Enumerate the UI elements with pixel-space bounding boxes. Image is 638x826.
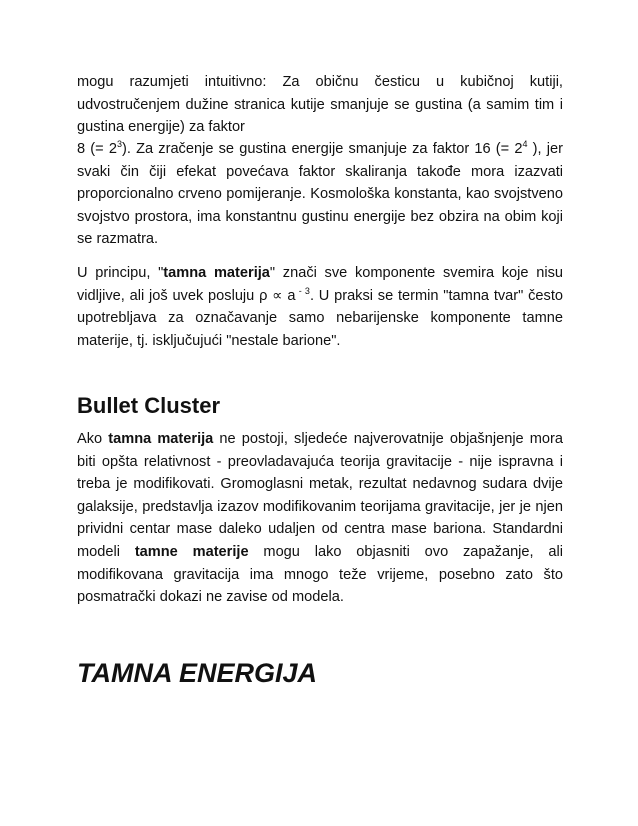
paragraph-text: mogu razumjeti intuitivno: Za običnu česticu u kubičnoj kutiji, udvostručenjem dužine stranica kutije smanjuje se gustina (a samim tim i gustina energije) za faktor xyxy=(77,74,563,136)
paragraph-text: " znači sve komponente svemira koje nisu vidljive, ali još uvek posluju ρ ∝ a xyxy=(77,265,563,304)
superscript: 3 xyxy=(116,139,122,150)
paragraph-intro xyxy=(77,71,563,139)
paragraph-text: . U praksi se termin "tamna tvar" često upotrebljava za označavanje samo nebarijenske komponente tamne materije, tj. isključujući "nestale barione". xyxy=(77,287,563,349)
bold-term: tamna materija xyxy=(163,265,270,281)
bold-term: tamne materije xyxy=(134,543,249,560)
paragraph-text: U principu, " xyxy=(77,265,164,281)
section-heading-dark-energy: TAMNA ENERGIJA xyxy=(77,658,318,688)
paragraph-dark-matter xyxy=(77,262,563,352)
paragraph-text: ). Za zračenje se gustina energije smanjuje za faktor 16 (= 2 xyxy=(121,141,523,157)
paragraph-text: 8 (= 2 xyxy=(77,141,117,157)
bold-term: tamna materija xyxy=(108,431,214,447)
paragraph-bullet-cluster xyxy=(77,428,563,609)
superscript: - 3 xyxy=(295,285,310,296)
paragraph-text: ne postoji, sljedeće najverovatnije objašnjenje mora biti opšta relativnost - preovladavajuća teorija gravitacije - nije ispravna i treba je modifikovati. Gromoglasni metak, rezultat nedavnog sudara dvije galaksije, predstavlja izazov modifikovanim teorijama gravitacije, jer je njen prividni centar mase daleko udaljen od centra mase bariona. Standardni modeli xyxy=(77,431,564,560)
paragraph-energy-density xyxy=(77,138,563,251)
paragraph-text: mogu lako objasniti ovo zapažanje, ali modifikovana gravitacija ima mnogo teže vrijeme, posebno zato što posmatrački dokazi ne zavise od modela. xyxy=(77,543,564,606)
paragraph-text: Ako xyxy=(77,431,109,447)
paragraph-text: ), jer svaki čin čiji efekat povećava faktor skaliranja takođe mora izazvati proporcionalno crveno pomijeranje. Kosmološka konstanta, kao svojstveno svojstvo prostora, ima konstantnu gustinu energije bez obzira na obim koji se razmatra. xyxy=(77,141,563,248)
section-heading-bullet-cluster: Bullet Cluster xyxy=(77,393,221,418)
superscript: 4 xyxy=(522,139,528,150)
